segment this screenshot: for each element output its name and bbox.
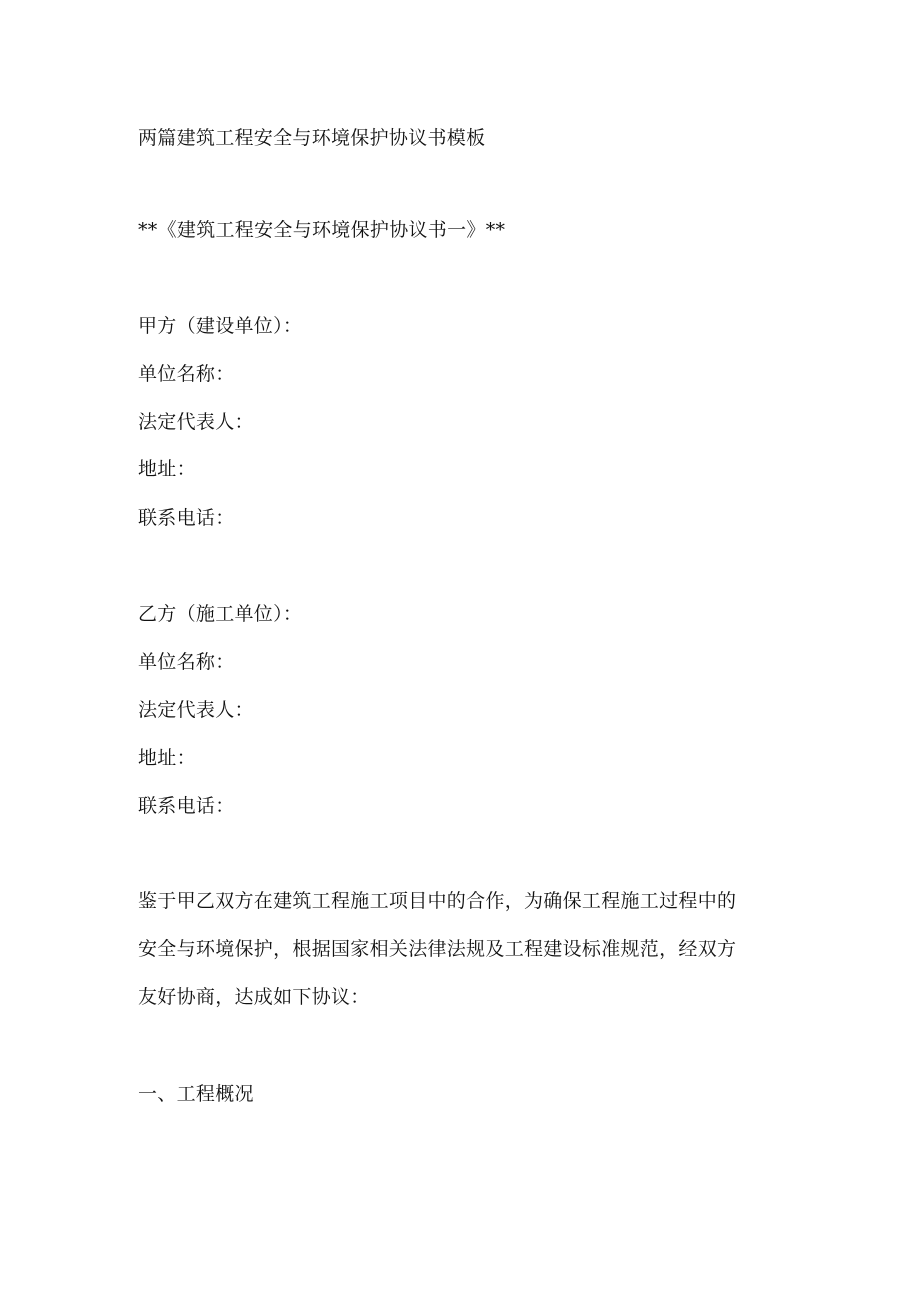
party-b-name-label: 单位名称： bbox=[138, 651, 235, 673]
preamble-line-3: 友好协商，达成如下协议： bbox=[138, 986, 370, 1008]
preamble-line-1: 鉴于甲乙双方在建筑工程施工项目中的合作，为确保工程施工过程中的 bbox=[138, 890, 737, 912]
party-b-address-label: 地址： bbox=[138, 747, 196, 769]
party-b-heading: 乙方（施工单位）： bbox=[138, 603, 303, 625]
document-title: 两篇建筑工程安全与环境保护协议书模板 bbox=[138, 127, 486, 149]
party-b-phone-label: 联系电话： bbox=[138, 795, 235, 817]
preamble-line-2: 安全与环境保护，根据国家相关法律法规及工程建设标准规范，经双方 bbox=[138, 938, 737, 960]
party-b-representative-label: 法定代表人： bbox=[138, 699, 254, 721]
party-a-representative-label: 法定代表人： bbox=[138, 411, 254, 433]
party-a-phone-label: 联系电话： bbox=[138, 507, 235, 529]
party-a-name-label: 单位名称： bbox=[138, 363, 235, 385]
section-heading-project-overview: 一、工程概况 bbox=[138, 1083, 254, 1105]
party-a-heading: 甲方（建设单位）： bbox=[138, 315, 303, 337]
agreement-subtitle: **《建筑工程安全与环境保护协议书一》** bbox=[138, 219, 506, 241]
party-a-address-label: 地址： bbox=[138, 458, 196, 480]
